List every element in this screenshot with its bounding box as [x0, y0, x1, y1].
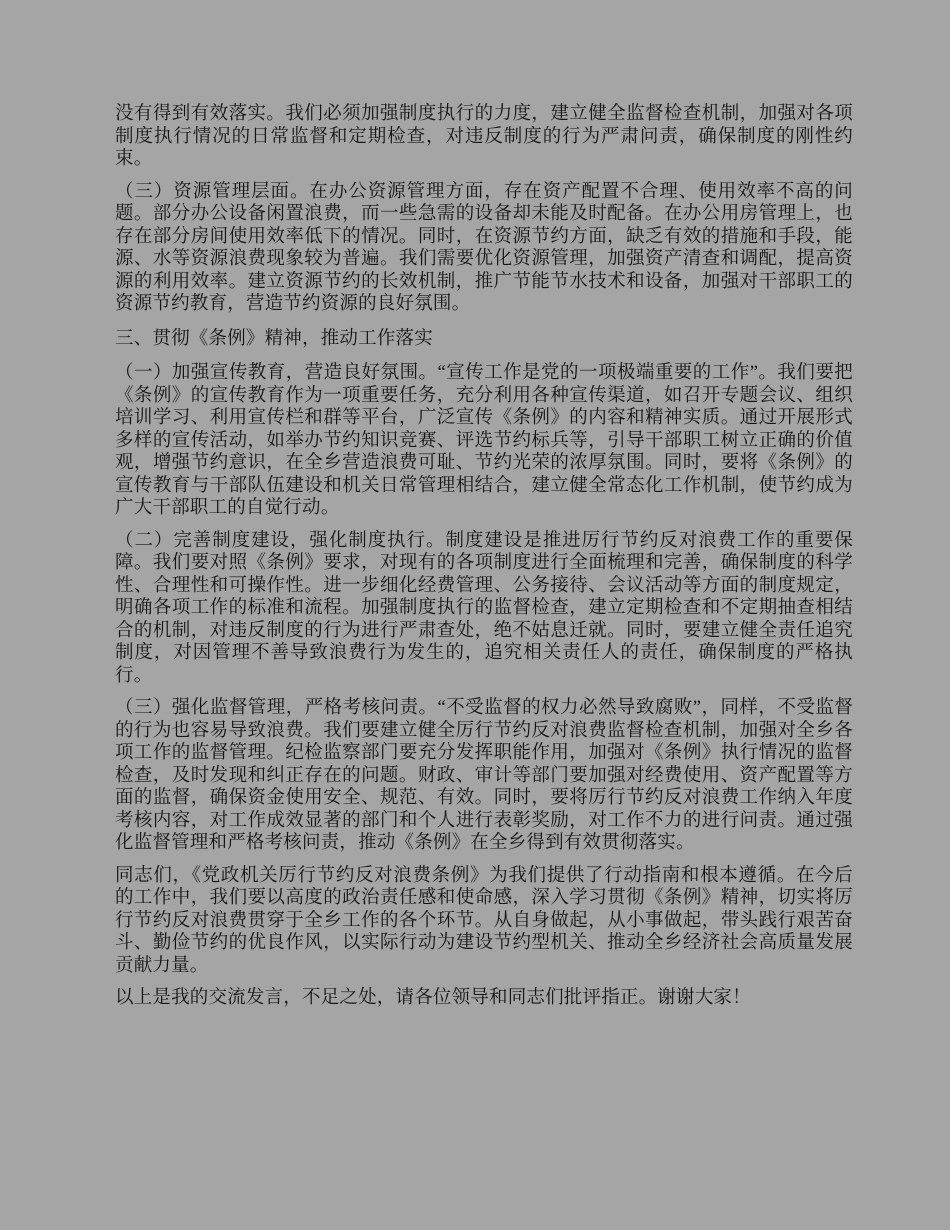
- paragraph-continuation-institution-enforcement: 没有得到有效落实。我们必须加强制度执行的力度，建立健全监督检查机制，加强对各项制度执行情况的日常监督和定期检查，对违反制度的行为严肃问责，确保制度的刚性约束。: [115, 104, 853, 169]
- paragraph-closing-remarks: 以上是我的交流发言，不足之处，请各位领导和同志们批评指正。谢谢大家！: [115, 988, 751, 1008]
- section-heading-3-implement-regulation-spirit: 三、贯彻《条例》精神，推动工作落实: [115, 328, 433, 349]
- document-body: [115, 103, 853, 1010]
- paragraph-strengthen-supervision-accountability: （三）强化监督管理，严格考核问责。“不受监督的权力必然导致腐败”，同样，不受监督的行为也容易导致浪费。我们要建立健全厉行节约反对浪费监督检查机制，加强对全乡各项工作的监督管理。纪检监察部门要充分发挥职能作用，加强对《条例》执行情况的监督检查，及时发现和纠正存在的问题。财政、审计等部门要加强对经费使用、资产配置等方面的监督，确保资金使用安全、规范、有效。同时，要将厉行节约反对浪费工作纳入年度考核内容，对工作成效显著的部门和个人进行表彰奖励，对工作不力的进行问责。通过强化监督管理和严格考核问责，推动《条例》在全乡得到有效贯彻落实。: [115, 698, 853, 853]
- paragraph-comrades-conclusion: 同志们，《党政机关厉行节约反对浪费条例》为我们提供了行动指南和根本遵循。在今后的工作中，我们要以高度的政治责任感和使命感，深入学习贯彻《条例》精神，切实将厉行节约反对浪费贯穿于全乡工作的各个环节。从自身做起，从小事做起，带头践行艰苦奋斗、勤俭节约的优良作风，以实际行动为建设节约型机关、推动全乡经济社会高质量发展贡献力量。: [115, 865, 853, 976]
- paragraph-improve-institution-building: （二）完善制度建设，强化制度执行。制度建设是推进厉行节约反对浪费工作的重要保障。我们要对照《条例》要求，对现有的各项制度进行全面梳理和完善，确保制度的科学性、合理性和可操作性。进一步细化经费管理、公务接待、会议活动等方面的制度规定，明确各项工作的标准和流程。加强制度执行的监督检查，建立定期检查和不定期抽查相结合的机制，对违反制度的行为进行严肃查处，绝不姑息迁就。同时，要建立健全责任追究制度，对因管理不善导致浪费行为发生的，追究相关责任人的责任，确保制度的严格执行。: [115, 530, 853, 686]
- paragraph-resource-management: （三）资源管理层面。在办公资源管理方面，存在资产配置不合理、使用效率不高的问题。部分办公设备闲置浪费，而一些急需的设备却未能及时配备。在办公用房管理上，也存在部分房间使用效率低下的情况。同时，在资源节约方面，缺乏有效的措施和手段，能源、水等资源浪费现象较为普遍。我们需要优化资源管理，加强资产清查和调配，提高资源的利用效率。建立资源节约的长效机制，推广节能节水技术和设备，加强对干部职工的资源节约教育，营造节约资源的良好氛围。: [115, 181, 853, 314]
- paragraph-strengthen-publicity-education: （一）加强宣传教育，营造良好氛围。“宣传工作是党的一项极端重要的工作”。我们要把《条例》的宣传教育作为一项重要任务，充分利用各种宣传渠道，如召开专题会议、组织培训学习、利用宣传栏和群等平台，广泛宣传《条例》的内容和精神实质。通过开展形式多样的宣传活动，如举办节约知识竞赛、评选节约标兵等，引导干部职工树立正确的价值观，增强节约意识，在全乡营造浪费可耻、节约光荣的浓厚氛围。同时，要将《条例》的宣传教育与干部队伍建设和机关日常管理相结合，建立健全常态化工作机制，使节约成为广大干部职工的自觉行动。: [115, 363, 853, 518]
